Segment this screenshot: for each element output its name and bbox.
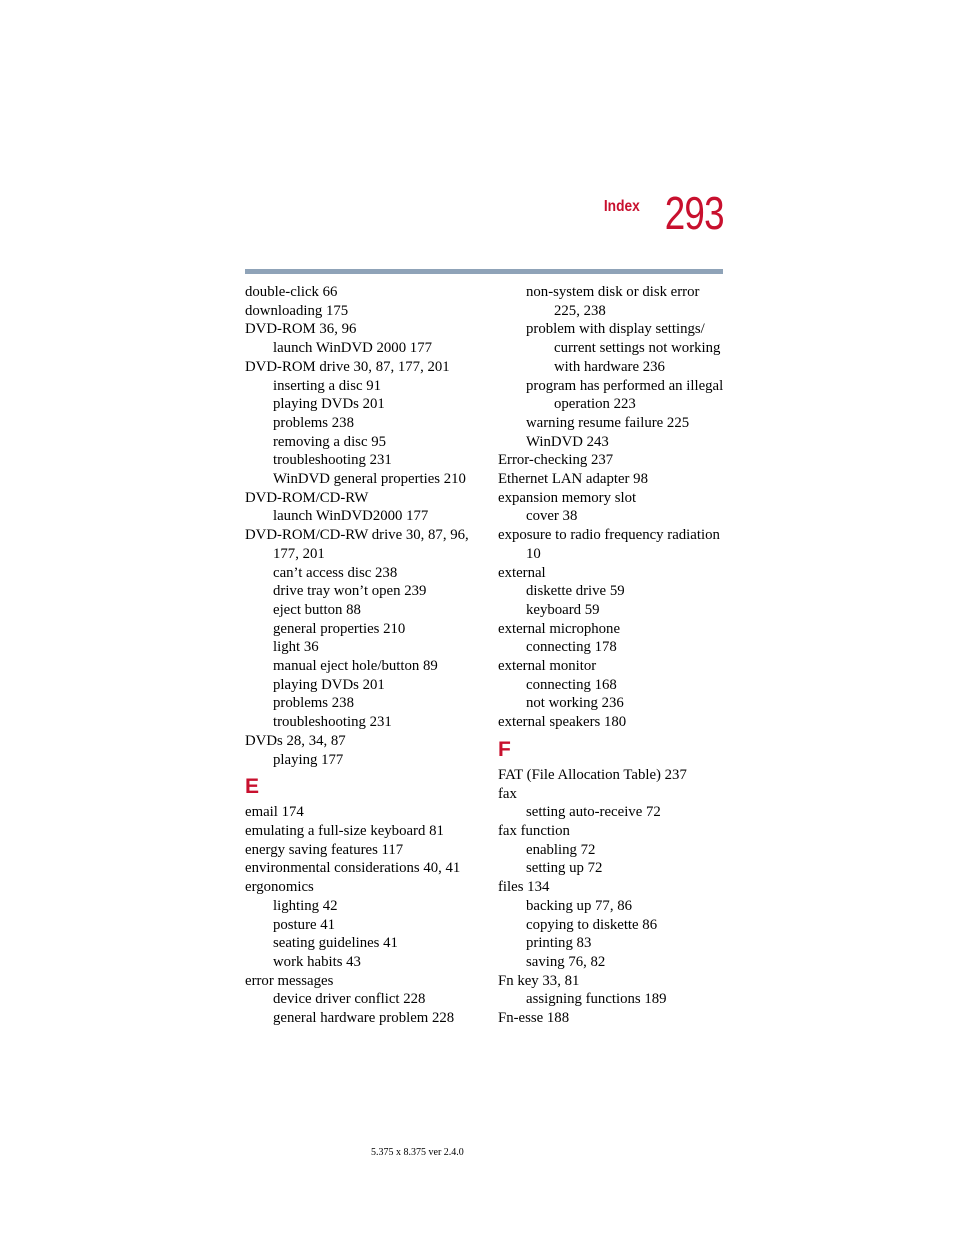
index-subentry: warning resume failure 225: [526, 414, 690, 431]
index-subentry: non-system disk or disk error 225, 238: [526, 284, 700, 319]
index-entry: emulating a full-size keyboard 81: [245, 822, 444, 839]
index-entry: error messages: [245, 972, 334, 989]
index-entry: energy saving features 117: [245, 841, 404, 858]
index-subentry: removing a disc 95: [273, 433, 387, 450]
index-entry: Error-checking 237: [498, 452, 614, 469]
index-subentry: diskette drive 59: [526, 583, 625, 600]
index-subentry: connecting 178: [526, 639, 617, 656]
index-subentry: WinDVD 243: [526, 433, 609, 450]
index-subentry: keyboard 59: [526, 601, 600, 618]
index-subentry: manual eject hole/button 89: [273, 658, 438, 675]
index-subentry: backing up 77, 86: [526, 897, 633, 914]
index-entry: environmental considerations 40, 41: [245, 860, 461, 877]
index-entry: external microphone: [498, 620, 621, 637]
index-subentry: troubleshooting 231: [273, 452, 392, 469]
index-subentry: posture 41: [273, 916, 336, 933]
page-number: 293: [665, 187, 724, 239]
index-subentry: cover 38: [526, 508, 578, 525]
index-subentry: WinDVD general properties 210: [273, 471, 466, 488]
index-entry: Fn key 33, 81: [498, 972, 580, 989]
index-subentry: copying to diskette 86: [526, 916, 658, 933]
index-subentry: problems 238: [273, 695, 354, 712]
index-subentry: connecting 168: [526, 676, 617, 693]
index-subentry: launch WinDVD 2000 177: [273, 340, 433, 357]
index-subentry: drive tray won’t open 239: [273, 583, 427, 600]
index-entry: email 174: [245, 804, 304, 821]
index-subentry: general hardware problem 228: [273, 1010, 455, 1027]
index-entry: DVDs 28, 34, 87: [245, 732, 346, 749]
index-column-left: [245, 283, 477, 1028]
footer-version: 5.375 x 8.375 ver 2.4.0: [371, 1147, 464, 1158]
index-column-right: [498, 283, 724, 1028]
index-entry: Ethernet LAN adapter 98: [498, 471, 648, 488]
index-entry: downloading 175: [245, 302, 349, 319]
index-entry: DVD-ROM 36, 96: [245, 321, 357, 338]
index-subentry: setting auto-receive 72: [526, 804, 661, 821]
index-subentry: enabling 72: [526, 841, 596, 858]
index-subentry: troubleshooting 231: [273, 714, 392, 731]
section-title: Index: [604, 198, 640, 215]
index-letter-heading: E: [245, 775, 260, 799]
index-subentry: assigning functions 189: [526, 991, 667, 1008]
index-entry: DVD-ROM drive 30, 87, 177, 201: [245, 358, 450, 375]
index-entry: ergonomics: [245, 879, 314, 896]
index-subentry: playing DVDs 201: [273, 396, 385, 413]
index-entry: DVD-ROM/CD-RW drive 30, 87, 96, 177, 201: [245, 527, 469, 562]
index-entry: external monitor: [498, 658, 597, 675]
index-entry: Fn-esse 188: [498, 1010, 570, 1027]
index-entry: external: [498, 564, 546, 581]
index-subentry: launch WinDVD2000 177: [273, 508, 429, 525]
index-subentry: setting up 72: [526, 860, 603, 877]
index-entry: files 134: [498, 879, 550, 896]
index-subentry: saving 76, 82: [526, 953, 606, 970]
index-subentry: device driver conflict 228: [273, 991, 426, 1008]
index-subentry: printing 83: [526, 935, 592, 952]
index-entry: external speakers 180: [498, 714, 627, 731]
index-subentry: problems 238: [273, 414, 354, 431]
index-subentry: playing DVDs 201: [273, 676, 385, 693]
index-entry: exposure to radio frequency radiation 10: [498, 527, 720, 562]
index-entry: FAT (File Allocation Table) 237: [498, 766, 687, 783]
header-rule: [245, 269, 723, 274]
index-subentry: problem with display settings/ current settings not working with hardware 236: [526, 321, 721, 375]
index-letter-heading: F: [498, 737, 511, 761]
index-subentry: general properties 210: [273, 620, 406, 637]
index-entry: fax function: [498, 822, 570, 839]
index-subentry: lighting 42: [273, 897, 338, 914]
index-entry: DVD-ROM/CD-RW: [245, 489, 369, 506]
index-subentry: seating guidelines 41: [273, 935, 398, 952]
index-subentry: playing 177: [273, 751, 344, 768]
index-subentry: can’t access disc 238: [273, 564, 398, 581]
index-entry: fax: [498, 785, 517, 802]
index-subentry: work habits 43: [273, 953, 361, 970]
index-subentry: light 36: [273, 639, 319, 656]
index-subentry: eject button 88: [273, 601, 361, 618]
index-entry: expansion memory slot: [498, 489, 637, 506]
index-subentry: not working 236: [526, 695, 624, 712]
index-entry: double-click 66: [245, 284, 338, 300]
index-subentry: program has performed an illegal operation 223: [526, 377, 724, 413]
index-subentry: inserting a disc 91: [273, 377, 382, 394]
